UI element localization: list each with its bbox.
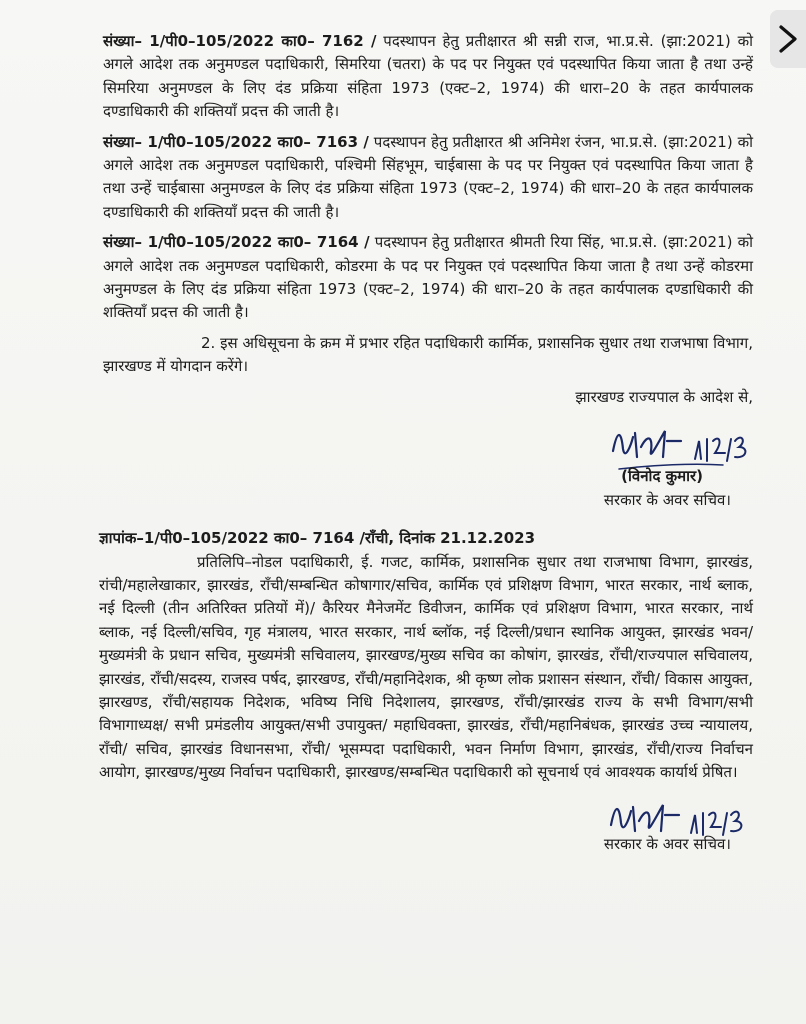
order-paragraph-2 [103, 131, 753, 225]
order-reference: संख्या– 1/पी0–105/2022 का0– 7162 / [103, 32, 377, 50]
signatory-designation: सरकार के अवर सचिव। [603, 491, 731, 510]
order-paragraph-3 [103, 231, 753, 325]
signature-block [103, 409, 753, 509]
point-2-paragraph: 2. इस अधिसूचना के क्रम में प्रभार रहित पदाधिकारी कार्मिक, प्रशासनिक सुधार तथा राजभाषा विभाग, झारखण्ड में योगदान करेंगे। [103, 333, 753, 376]
memo-section [99, 527, 753, 784]
order-text: पदस्थापन हेतु प्रतीक्षारत श्री सन्नी राज, भा.प्र.से. (झा:2021) को अगले आदेश तक अनुमण्डल पदाधिकारी, सिमरिया (चतरा) के पद पर नियुक्त एवं पदस्थापित किया जाता है तथा उन्हें सिमरिया अनुमण्डल के लिए दंड प्रक्रिया संहिता 1973 (एक्ट–2, 1974) की धारा–20 के तहत कार्यपालक दण्डाधिकारी की शक्तियाँ प्रदत्त की जाती है। [103, 32, 753, 121]
order-text: पदस्थापन हेतु प्रतीक्षारत श्री अनिमेश रंजन, भा.प्र.से. (झा:2021) को अगले आदेश तक अनुमण्डल पदाधिकारी, पश्चिमी सिंहभूम, चाईबासा के पद पर नियुक्त एवं पदस्थापित किया जाता है तथा उन्हें चाईबासा अनुमण्डल के लिए दंड प्रक्रिया संहिता 1973 (एक्ट–2, 1974) की धारा–20 के तहत कार्यपालक दण्डाधिकारी की शक्तियाँ प्रदत्त की जाती है। [103, 132, 753, 221]
notification-text [99, 30, 753, 859]
order-paragraph-1 [103, 30, 753, 124]
order-text: पदस्थापन हेतु प्रतीक्षारत श्रीमती रिया सिंह, भा.प्र.से. (झा:2021) को अगले आदेश तक अनुमण्डल पदाधिकारी, कोडरमा के पद पर नियुक्त एवं पदस्थापित किया जाता है तथा उन्हें कोडरमा अनुमण्डल के लिए दंड प्रक्रिया संहिता 1973 (एक्ट–2, 1974) की धारा–20 के तहत कार्यपालक दण्डाधिकारी की शक्तियाँ प्रदत्त की जाती है। [103, 233, 753, 322]
memo-copy-list: प्रतिलिपि–नोडल पदाधिकारी, ई. गजट, कार्मिक, प्रशासनिक सुधार तथा राजभाषा विभाग, झारखंड, रांची/महालेखाकार, झारखंड, राँची/सम्बन्धित कोषागार/सचिव, कार्मिक एवं प्रशिक्षण विभाग, भारत सरकार, नार्थ ब्लाक, नई दिल्ली (तीन अतिरिक्त प्रतियों में)/ कैरियर मैनेजमेंट डिवीजन, कार्मिक एवं प्रशिक्षण विभाग, भारत सरकार, नार्थ ब्लाक, नई दिल्ली/सचिव, गृह मंत्रालय, भारत सरकार, नार्थ ब्लॉक, नई दिल्ली/प्रधान स्थानिक आयुक्त, झारखंड भवन/मुख्यमंत्री के प्रधान सचिव, मुख्यमंत्री सचिवालय, झारखण्ड/मुख्य सचिव का कोषांग, झारखंड, राँची/राज्यपाल सचिवालय, झारखंड, राँची/सदस्य, राजस्व पर्षद, झारखण्ड, राँची/महानिदेशक, श्री कृष्ण लोक प्रशासन संस्थान, राँची/ विकास आयुक्त, झारखण्ड, राँची/सहायक निदेशक, भविष्य निधि निदेशालय, झारखण्ड, राँची/झारखंड राज्य के सभी विभाग/सभी विभागाध्यक्ष/ सभी प्रमंडलीय आयुक्त/सभी उपायुक्त/ महाधिवक्ता, झारखंड, राँची/महानिबंधक, झारखंड उच्च न्यायालय, राँची/ सचिव, झारखंड विधानसभा, राँची/ भूसम्पदा पदाधिकारी, भवन निर्माण विभाग, झारखंड, राँची/राज्य निर्वाचन आयोग, झारखण्ड/मुख्य निर्वाचन पदाधिकारी, झारखण्ड/सम्बन्धित पदाधिकारी को सूचनार्थ एवं आवश्यक कार्यार्थ प्रेषित। [99, 552, 753, 782]
close-button[interactable] [770, 10, 806, 68]
order-reference: संख्या– 1/पी0–105/2022 का0– 7164 / [103, 233, 370, 252]
order-reference: संख्या– 1/पी0–105/2022 का0– 7163 / [103, 132, 369, 151]
governor-order-line: झारखण्ड राज्यपाल के आदेश से, [575, 387, 753, 406]
signature-block-2 [103, 789, 753, 859]
chevron-right-icon [777, 24, 799, 54]
memo-reference: ज्ञापांक–1/पी0–105/2022 का0– 7164 /राँची, दिनांक 21.12.2023 [99, 529, 536, 548]
signatory-designation: सरकार के अवर सचिव। [603, 834, 731, 853]
signatory-name: (विनोद कुमार) [621, 467, 703, 486]
